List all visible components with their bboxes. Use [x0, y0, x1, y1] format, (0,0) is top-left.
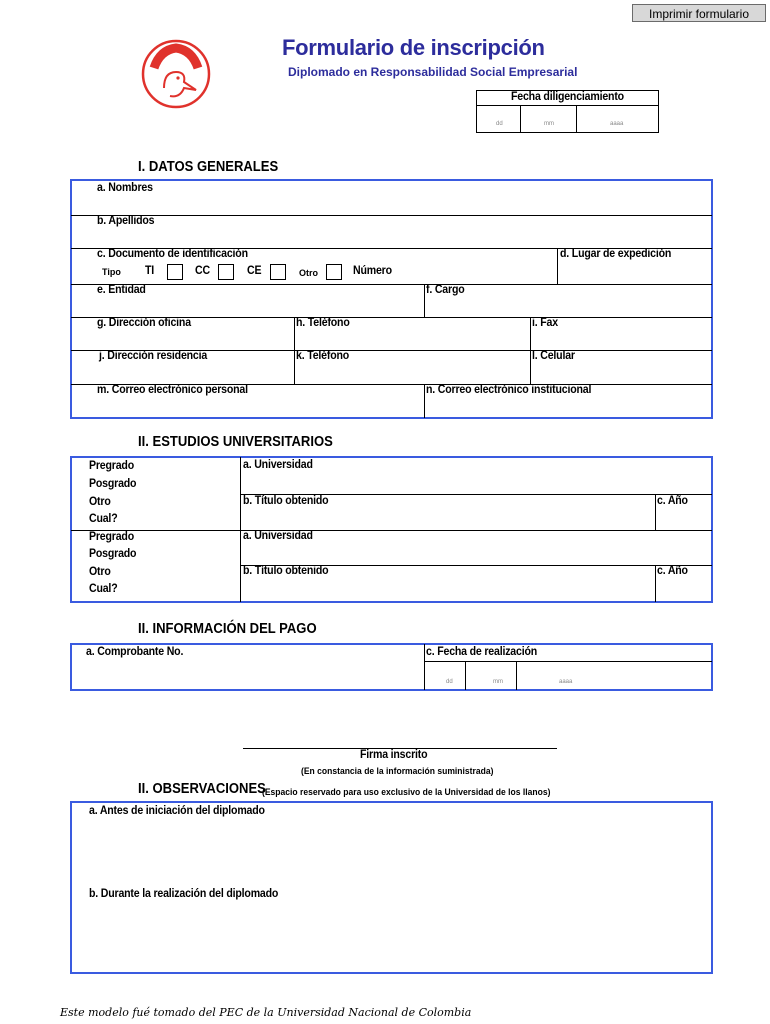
ce-checkbox[interactable]: [270, 264, 286, 280]
otro-label: Otro: [299, 268, 318, 278]
titulo-field-1[interactable]: [243, 509, 653, 529]
antes-field[interactable]: [73, 820, 710, 884]
lugar-expedicion-field[interactable]: [559, 262, 711, 283]
form-title: Formulario de inscripción: [282, 35, 545, 60]
anio-label-2: c. Año: [657, 565, 688, 577]
telefono-k-field[interactable]: [296, 364, 528, 383]
direccion-residencia-field[interactable]: [72, 364, 292, 383]
section-observaciones-title: II. OBSERVACIONES: [138, 781, 266, 797]
cual-label-1: Cual?: [89, 513, 118, 525]
anio-field-2[interactable]: [657, 579, 710, 600]
telefono-k-label: k. Teléfono: [296, 350, 350, 362]
ce-label: CE: [247, 265, 262, 277]
posgrado-label-1: Posgrado: [89, 478, 137, 490]
fecha-realizacion-label: c. Fecha de realización: [426, 646, 538, 658]
date-year-field[interactable]: aaaa: [610, 121, 624, 127]
entidad-label: e. Entidad: [97, 284, 146, 296]
durante-field[interactable]: [73, 903, 710, 971]
otro-label-1: Otro: [89, 496, 111, 508]
apellidos-field[interactable]: [72, 229, 710, 247]
numero-label: Número: [353, 265, 392, 277]
titulo-field-2[interactable]: [243, 579, 653, 600]
section-estudios-title: II. ESTUDIOS UNIVERSITARIOS: [138, 434, 333, 450]
correo-institucional-field[interactable]: [426, 398, 710, 416]
fax-label: i. Fax: [532, 317, 558, 329]
universidad-field-1[interactable]: [243, 473, 710, 493]
date-day-field[interactable]: dd: [496, 121, 503, 127]
apellidos-label: b. Apellidos: [97, 215, 155, 227]
section-pago-title: II. INFORMACIÓN DEL PAGO: [138, 621, 317, 637]
otro-checkbox[interactable]: [326, 264, 342, 280]
pago-day-field[interactable]: dd: [446, 679, 453, 685]
ti-label: TI: [145, 265, 155, 277]
titulo-label-1: b. Título obtenido: [243, 495, 329, 507]
direccion-oficina-label: g. Dirección oficina: [97, 317, 191, 329]
date-label: Fecha diligenciamiento: [511, 91, 624, 103]
cual-label-2: Cual?: [89, 583, 118, 595]
fax-field[interactable]: [532, 331, 710, 349]
nombres-label: a. Nombres: [97, 182, 153, 194]
cargo-label: f. Cargo: [426, 284, 465, 296]
lugar-expedicion-label: d. Lugar de expedición: [560, 248, 672, 260]
comprobante-field[interactable]: [72, 661, 422, 689]
antes-label: a. Antes de iniciación del diplomado: [89, 805, 265, 817]
universidad-field-2[interactable]: [243, 544, 710, 564]
celular-field[interactable]: [532, 364, 710, 383]
otro-label-2: Otro: [89, 566, 111, 578]
print-form-button[interactable]: Imprimir formulario: [632, 4, 766, 22]
titulo-label-2: b. Título obtenido: [243, 565, 329, 577]
pregrado-label-1: Pregrado: [89, 460, 134, 472]
footer-note: Este modelo fué tomado del PEC de la Universidad Nacional de Colombia: [60, 1006, 472, 1019]
direccion-oficina-field[interactable]: [72, 331, 292, 349]
form-subtitle: Diplomado en Responsabilidad Social Empresarial: [288, 65, 578, 79]
observaciones-note: (Espacio reservado para uso exclusivo de la Universidad de los llanos): [262, 787, 551, 797]
cc-checkbox[interactable]: [218, 264, 234, 280]
telefono-h-label: h. Teléfono: [296, 317, 350, 329]
pago-year-field[interactable]: aaaa: [559, 679, 573, 685]
anio-label-1: c. Año: [657, 495, 688, 507]
date-month-field[interactable]: mm: [544, 121, 554, 127]
correo-personal-label: m. Correo electrónico personal: [97, 384, 248, 396]
cargo-field[interactable]: [426, 298, 710, 316]
documento-label: c. Documento de identificación: [97, 248, 248, 260]
entidad-field[interactable]: [72, 298, 422, 316]
comprobante-label: a. Comprobante No.: [86, 646, 184, 658]
cc-label: CC: [195, 265, 210, 277]
telefono-h-field[interactable]: [296, 331, 528, 349]
unillanos-logo: [140, 38, 212, 110]
correo-institucional-label: n. Correo electrónico institucional: [426, 384, 592, 396]
anio-field-1[interactable]: [657, 509, 710, 529]
pregrado-label-2: Pregrado: [89, 531, 134, 543]
numero-field[interactable]: [400, 262, 555, 282]
universidad-label-2: a. Universidad: [243, 530, 313, 542]
ti-checkbox[interactable]: [167, 264, 183, 280]
section-datos-generales-title: I. DATOS GENERALES: [138, 159, 279, 175]
signature-label: Firma inscrito: [360, 749, 428, 761]
posgrado-label-2: Posgrado: [89, 548, 137, 560]
durante-label: b. Durante la realización del diplomado: [89, 888, 279, 900]
universidad-label-1: a. Universidad: [243, 459, 313, 471]
tipo-label: Tipo: [102, 267, 121, 277]
nombres-field[interactable]: [72, 196, 710, 214]
pago-month-field[interactable]: mm: [493, 679, 503, 685]
correo-personal-field[interactable]: [72, 398, 422, 416]
celular-label: l. Celular: [532, 350, 575, 362]
signature-note: (En constancia de la información suministrada): [301, 766, 494, 776]
direccion-residencia-label: j. Dirección residencia: [99, 350, 208, 362]
